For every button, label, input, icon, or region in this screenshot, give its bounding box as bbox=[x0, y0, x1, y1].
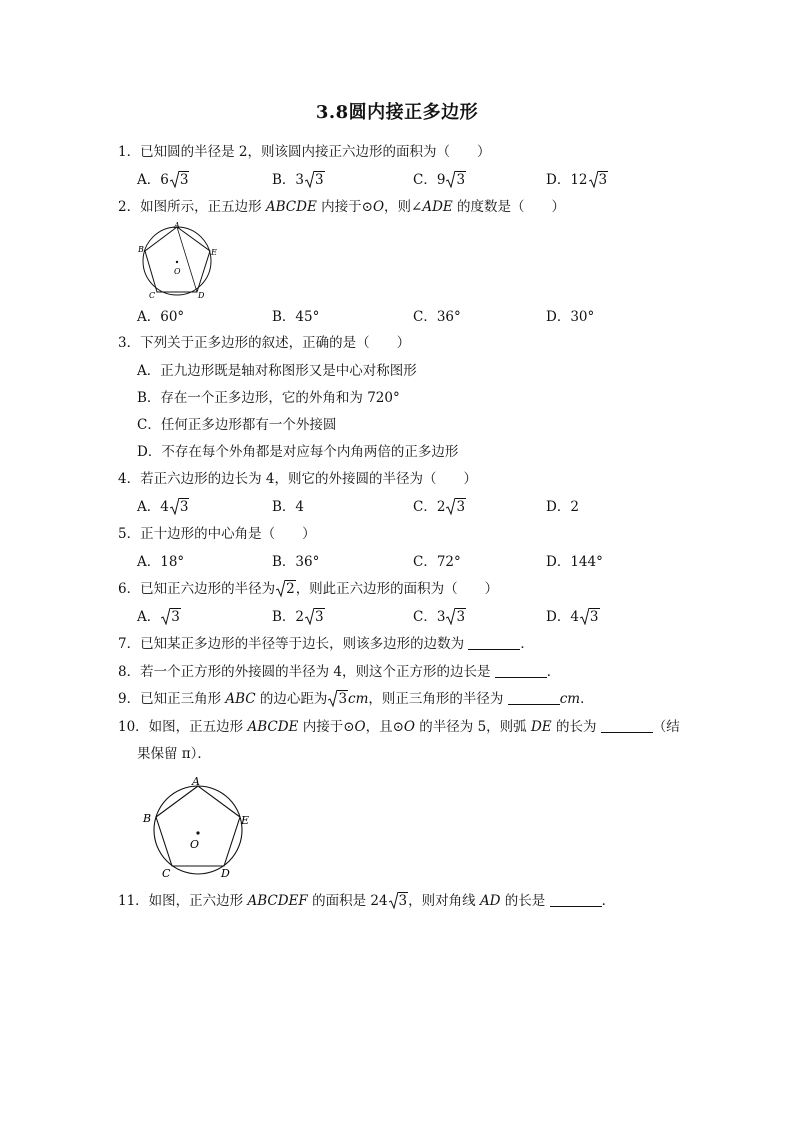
answer-blank bbox=[550, 892, 602, 907]
question-2-option-b: B．45° bbox=[272, 309, 320, 325]
question-9-stem: 9．已知正三角形 ABC 的边心距为 3cm，则正三角形的半径为 cm． bbox=[118, 691, 594, 707]
question-5-option-b: B．36° bbox=[272, 554, 320, 570]
circumcircle bbox=[154, 786, 242, 874]
question-2-stem: 2．如图所示，正五边形 ABCDE 内接于⊙O，则∠ADE 的度数是（ ） bbox=[118, 199, 566, 215]
question-6-option-a: A． 3 bbox=[137, 609, 180, 625]
answer-blank bbox=[495, 663, 547, 678]
label-o: O bbox=[174, 267, 181, 276]
question-3-stem: 3．下列关于正多边形的叙述，正确的是（ ） bbox=[118, 335, 411, 351]
question-6-stem: 6．已知正六边形的半径为 2，则此正六边形的面积为（ ） bbox=[118, 581, 499, 597]
diagonal-ad bbox=[177, 227, 197, 292]
label-b: B bbox=[138, 245, 144, 254]
answer-blank bbox=[508, 690, 560, 705]
question-3-option-c: C．任何正多边形都有一个外接圆 bbox=[137, 417, 337, 433]
question-1-option-d: D．12 3 bbox=[546, 172, 608, 188]
question-5-option-d: D．144° bbox=[546, 554, 603, 570]
question-1-option-b: B．3 3 bbox=[272, 172, 324, 188]
question-5-option-c: C．72° bbox=[413, 554, 461, 570]
question-2-option-c: C．36° bbox=[413, 309, 461, 325]
question-10-stem: 10．如图，正五边形 ABCDE 内接于⊙O，且⊙O 的半径为 5，则弧 DE 的长为 （结 bbox=[118, 719, 680, 735]
question-1-stem: 1．已知圆的半径是 2，则该圆内接正六边形的面积为（ ） bbox=[118, 144, 491, 160]
label-e: E bbox=[211, 248, 217, 257]
question-7-stem: 7．已知某正多边形的半径等于边长，则该多边形的边数为 ． bbox=[118, 636, 534, 652]
question-1-option-c: C．9 3 bbox=[413, 172, 466, 188]
question-3-option-a: A．正九边形既是轴对称图形又是中心对称图形 bbox=[137, 363, 417, 379]
question-11-stem: 11．如图，正六边形 ABCDEF 的面积是 24 3，则对角线 AD 的长是 ． bbox=[118, 893, 616, 909]
question-1-option-a: A．6 3 bbox=[137, 172, 189, 188]
question-3-option-b: B．存在一个正多边形，它的外角和为 720° bbox=[137, 390, 400, 406]
label-e: E bbox=[241, 814, 250, 827]
label-b: B bbox=[143, 812, 152, 825]
question-4-option-a: A．4 3 bbox=[137, 499, 189, 515]
question-8-stem: 8．若一个正方形的外接圆的半径为 4，则这个正方形的边长是 ． bbox=[118, 664, 561, 680]
label-d: D bbox=[221, 867, 230, 880]
question-6-option-b: B．2 3 bbox=[272, 609, 324, 625]
question-4-option-d: D．2 bbox=[546, 499, 579, 515]
label-c: C bbox=[162, 867, 171, 880]
question-10-pentagon-figure bbox=[138, 774, 258, 880]
question-6-option-d: D．4 3 bbox=[546, 609, 599, 625]
question-4-stem: 4．若正六边形的边长为 4，则它的外接圆的半径为（ ） bbox=[118, 471, 477, 487]
question-2-option-d: D．30° bbox=[546, 309, 595, 325]
label-a: A bbox=[174, 222, 180, 230]
question-5-option-a: A．18° bbox=[137, 554, 185, 570]
center-point bbox=[176, 261, 178, 263]
question-2-option-a: A．60° bbox=[137, 309, 185, 325]
answer-blank bbox=[601, 718, 653, 733]
label-a: A bbox=[192, 775, 200, 788]
question-6-option-c: C．3 3 bbox=[413, 609, 466, 625]
question-4-option-c: C．2 3 bbox=[413, 499, 466, 515]
question-10-stem-line2: 果保留 π）． bbox=[137, 746, 211, 762]
center-point bbox=[196, 831, 199, 834]
question-3-option-d: D．不存在每个外角都是对应每个内角两倍的正多边形 bbox=[137, 444, 459, 460]
label-d: D bbox=[198, 291, 205, 300]
answer-blank bbox=[468, 635, 520, 650]
page-title: 3.8圆内接正多边形 bbox=[315, 102, 479, 123]
label-c: C bbox=[149, 291, 156, 300]
question-2-pentagon-figure bbox=[134, 222, 224, 302]
question-4-option-b: B．4 bbox=[272, 499, 305, 515]
question-5-stem: 5．正十边形的中心角是（ ） bbox=[118, 526, 316, 542]
label-o: O bbox=[190, 838, 200, 851]
